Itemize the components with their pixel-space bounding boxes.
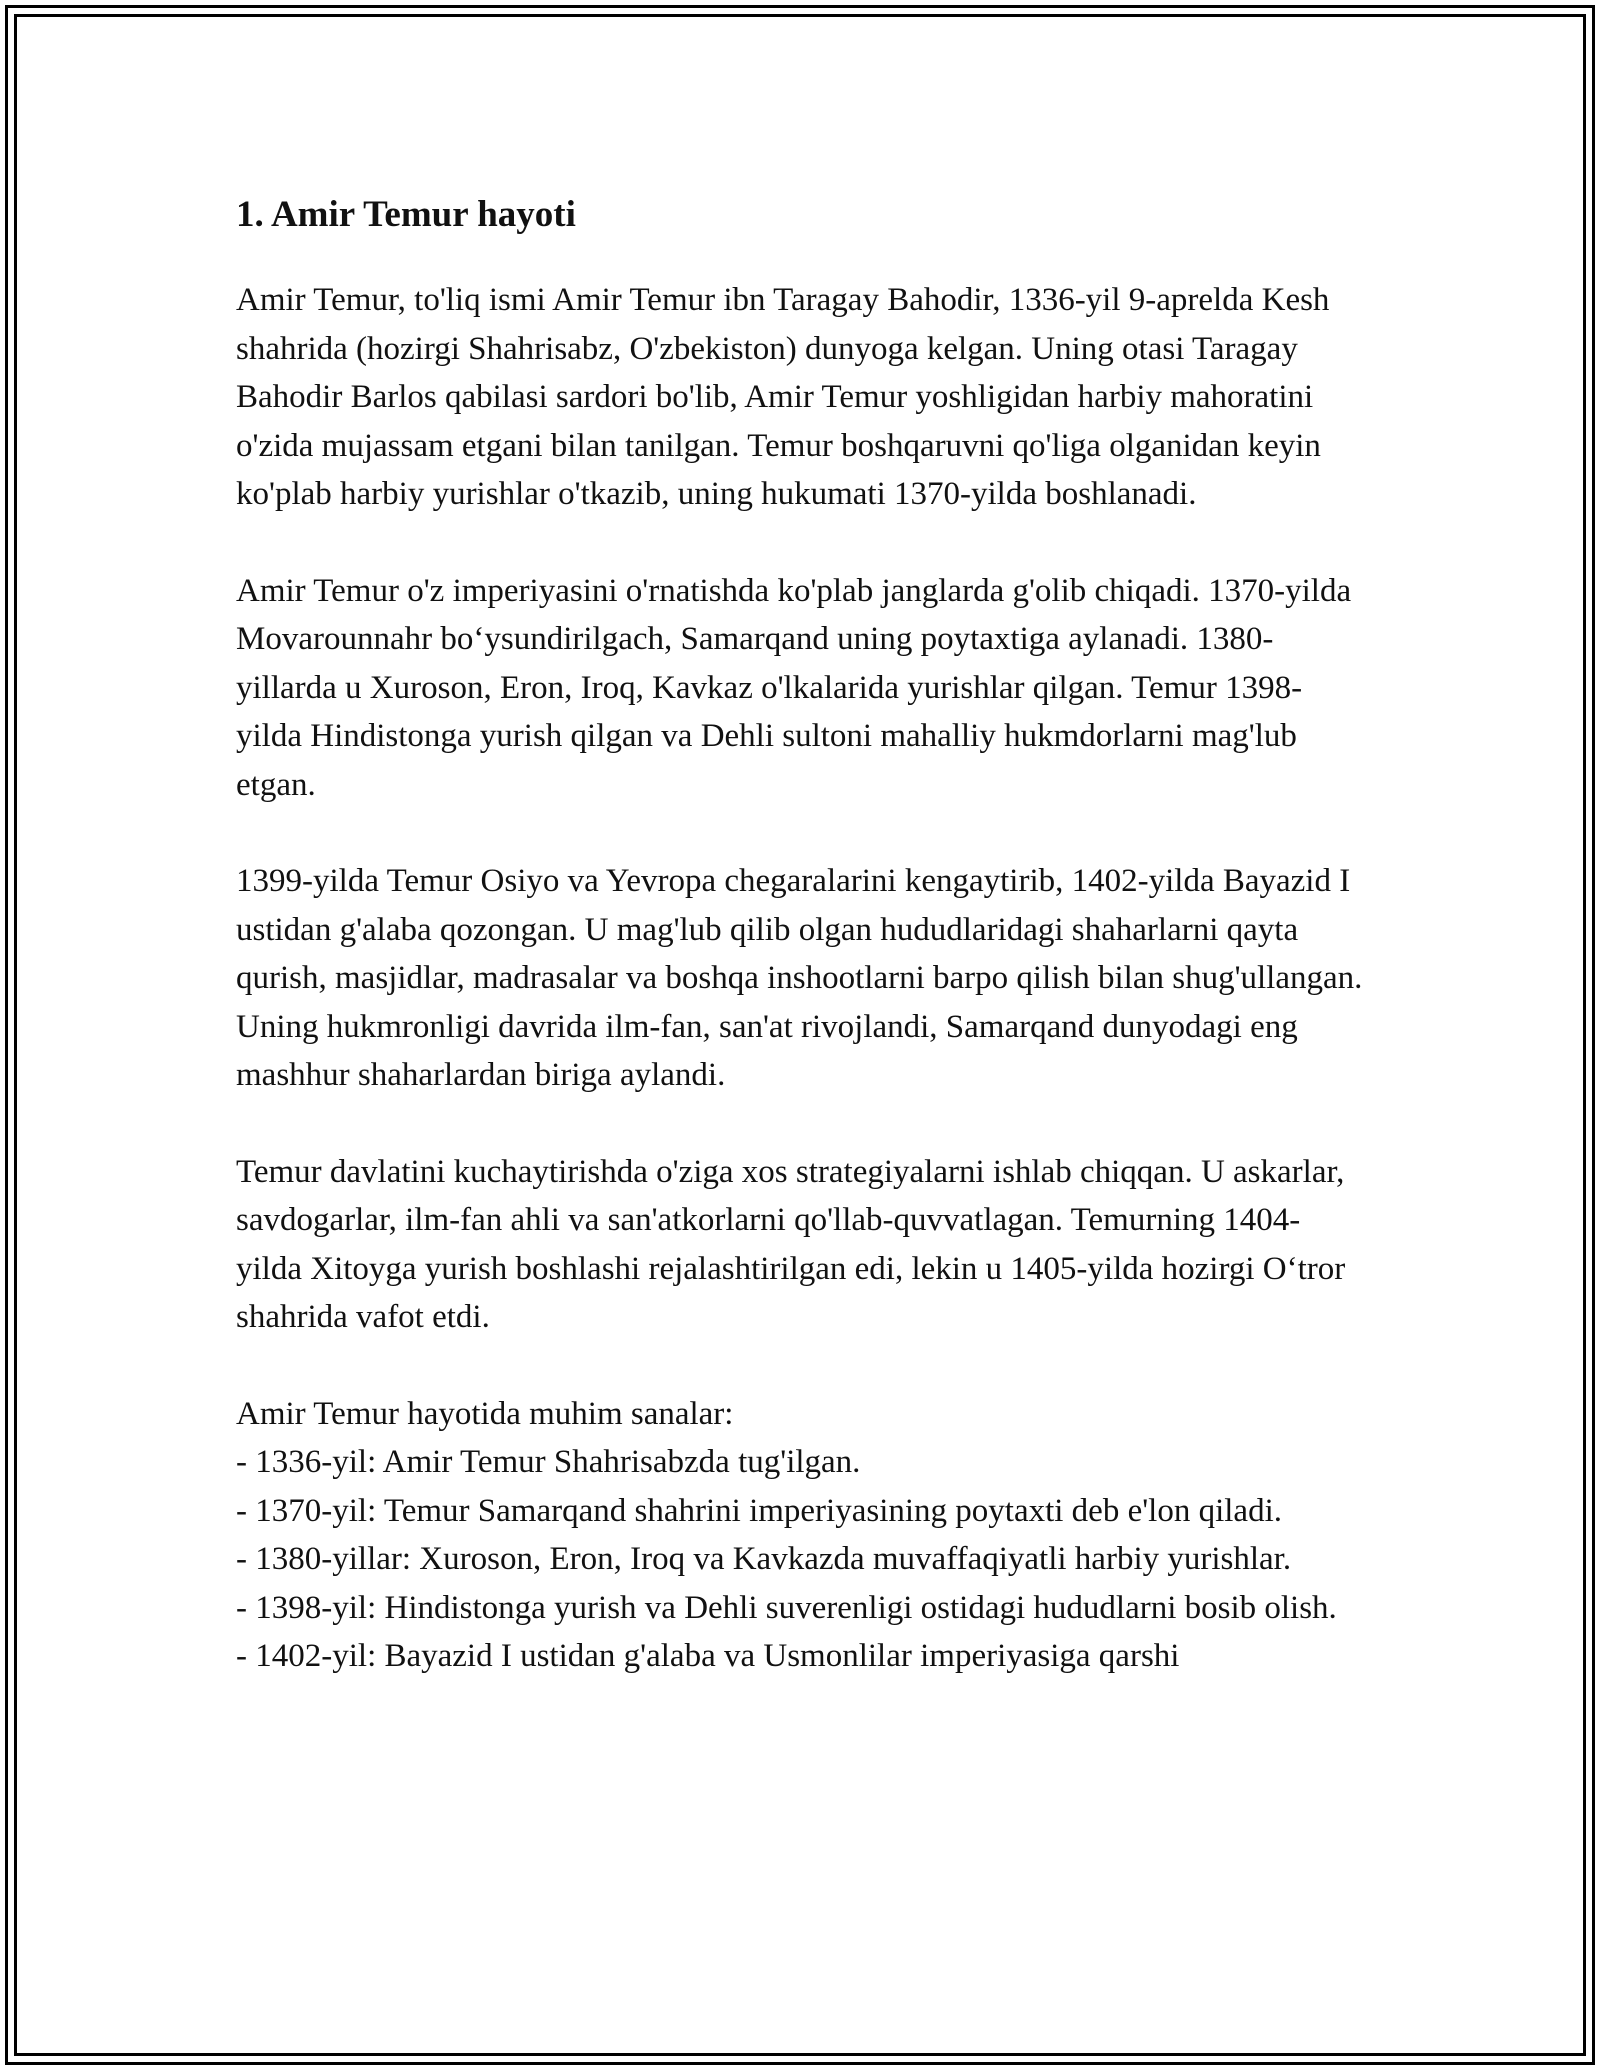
paragraph-4: Temur davlatini kuchaytirishda o'ziga xos strategiyalarni ishlab chiqqan. U askarlar, savdogarlar, ilm-fan ahli va san'atkorlarni qo'llab-quvvatlagan. Temurning 1404-yilda Xitoyga yurish boshlashi rejalashtirilgan edi, lekin u 1405-yilda hozirgi O‘tror shahrida vafot etdi. bbox=[236, 1153, 1346, 1335]
list-item: - 1336-yil: Amir Temur Shahrisabzda tug'ilgan. bbox=[236, 1444, 861, 1480]
document-title: 1. Amir Temur hayoti bbox=[236, 194, 576, 235]
document-body bbox=[236, 184, 1366, 1681]
list-item: - 1398-yil: Hindistonga yurish va Dehli suverenligi ostidagi hududlarni bosib olish. bbox=[236, 1589, 1337, 1626]
list-item: - 1402-yil: Bayazid I ustidan g'alaba va Usmonlilar imperiyasiga qarshi bbox=[236, 1638, 1180, 1674]
paragraph-3: 1399-yilda Temur Osiyo va Yevropa chegaralarini kengaytirib, 1402-yilda Bayazid I ustidan g'alaba qozongan. U mag'lub qilib olgan hududlaridagi shaharlarni qayta qurish, masjidlar, madrasalar va boshqa inshootlarni barpo qilish bilan shug'ullangan. Uning hukmronligi davrida ilm-fan, san'at rivojlandi, Samarqand dunyodagi eng mashhur shaharlardan biriga aylandi. bbox=[236, 863, 1363, 1093]
paragraph-1: Amir Temur, to'liq ismi Amir Temur ibn Taragay Bahodir, 1336-yil 9-aprelda Kesh shahrida (hozirgi Shahrisabz, O'zbekiston) dunyoga kelgan. Uning otasi Taragay Bahodir Barlos qabilasi sardori bo'lib, Amir Temur yoshligidan harbiy mahoratini o'zida mujassam etgani bilan tanilgan. Temur boshqaruvni qo'liga olganidan keyin ko'plab harbiy yurishlar o'tkazib, uning hukumati 1370-yilda boshlanadi. bbox=[236, 282, 1330, 512]
list-item: - 1370-yil: Temur Samarqand shahrini imperiyasining poytaxti deb e'lon qiladi. bbox=[236, 1492, 1282, 1529]
paragraph-2: Amir Temur o'z imperiyasini o'rnatishda ko'plab janglarda g'olib chiqadi. 1370-yilda Movarounnahr bo‘ysundirilgach, Samarqand uning poytaxtiga aylanadi. 1380-yillarda u Xuroson, Eron, Iroq, Kavkaz o'lkalarida yurishlar qilgan. Temur 1398-yilda Hindistonga yurish qilgan va Dehli sultoni mahalliy hukmdorlarni mag'lub etgan. bbox=[236, 572, 1352, 803]
dates-list-title: Amir Temur hayotida muhim sanalar: bbox=[236, 1395, 734, 1432]
dates-list bbox=[236, 1438, 1366, 1681]
list-item: - 1380-yillar: Xuroson, Eron, Iroq va Kavkazda muvaffaqiyatli harbiy yurishlar. bbox=[236, 1541, 1292, 1577]
